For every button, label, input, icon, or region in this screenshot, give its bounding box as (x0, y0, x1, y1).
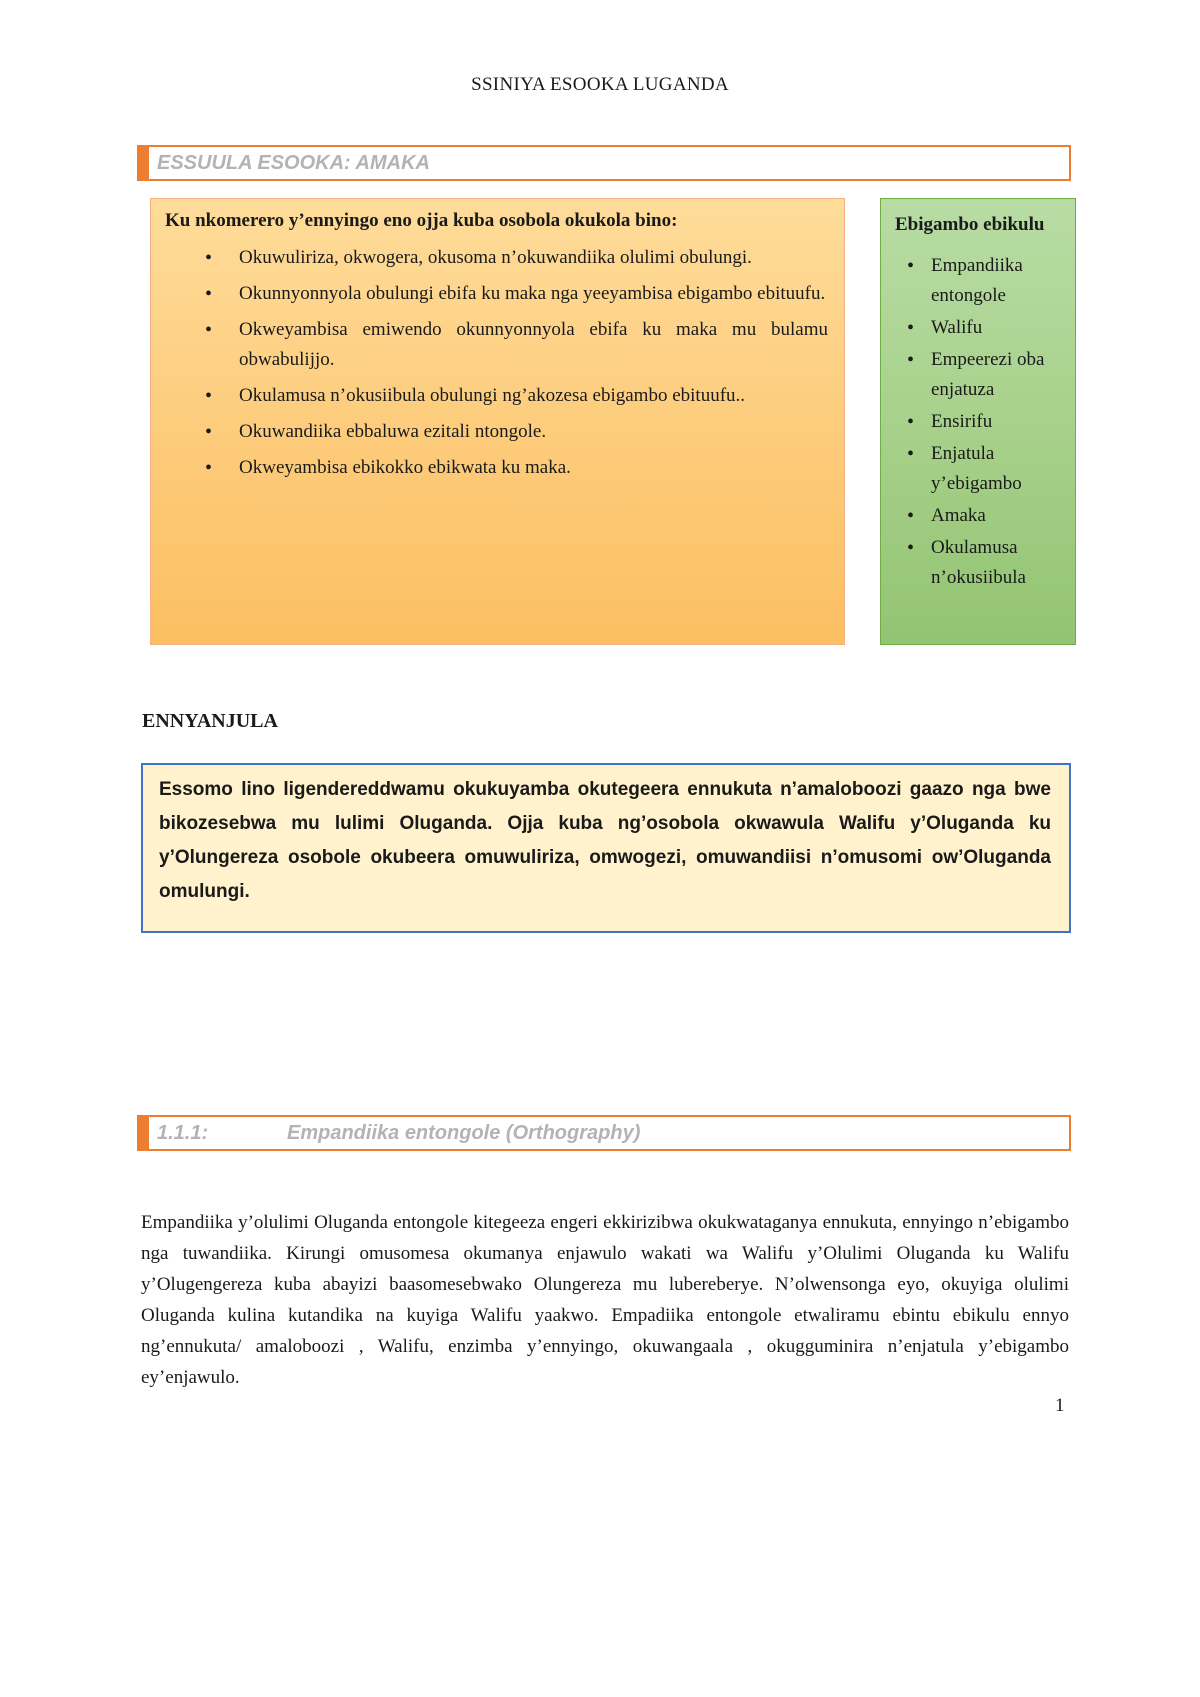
objective-item: • Okuwuliriza, okwogera, okusoma n’okuwandiika olulimi obulungi. (165, 243, 828, 273)
chapter-title-bar: ESSUULA ESOOKA: AMAKA (137, 145, 1071, 181)
keywords-box (880, 198, 1076, 645)
objectives-list (165, 243, 828, 483)
keyword-item: • Empeerezi oba enjatuza (895, 345, 1065, 405)
keywords-list (895, 251, 1065, 593)
page-header: SSINIYA ESOOKA LUGANDA (471, 74, 729, 95)
objective-item: • Okweyambisa emiwendo okunnyonnyola ebifa ku maka mu bulamu obwabulijjo. (165, 315, 828, 375)
subsection-title-bar (137, 1115, 1071, 1151)
keyword-item: • Enjatula y’ebigambo (895, 439, 1065, 499)
objective-item: • Okweyambisa ebikokko ebikwata ku maka. (165, 453, 828, 483)
keyword-item: • Ensirifu (895, 407, 1065, 437)
keywords-title: Ebigambo ebikulu (895, 214, 1045, 235)
objective-item: • Okunnyonnyola obulungi ebifa ku maka nga yeeyambisa ebigambo ebituufu. (165, 279, 828, 309)
subsection-number: 1.1.1: (157, 1122, 209, 1144)
introduction-box: Essomo lino ligendereddwamu okukuyamba okutegeera ennukuta n’amaloboozi gaazo nga bwe bikozesebwa mu lulimi Oluganda. Ojja kuba ng’osobola okwawula Walifu y’Oluganda ku y’Olungereza osobole okubeera omuwuliriza, omwogezi, omuwandiisi n’omusomi ow’Oluganda omulungi. (141, 763, 1071, 933)
page-number: 1 (1055, 1395, 1065, 1416)
objectives-box (150, 198, 845, 645)
objectives-intro: Ku nkomerero y’ennyingo eno ojja kuba osobola okukola bino: (165, 210, 678, 231)
objective-item: • Okulamusa n’okusiibula obulungi ng’akozesa ebigambo ebituufu.. (165, 381, 828, 411)
body-paragraph: Empandiika y’olulimi Oluganda entongole kitegeeza engeri ekkirizibwa okukwataganya ennukuta, ennyingo n’ebigambo nga tuwandiika. Kirungi omusomesa okumanya enjawulo wakati wa Walifu y’Olulimi Oluganda ku Walifu y’Olugengereza kuba abayizi baasomesebwako Olungereza mu lubereberye. N’olwensonga eyo, okuyiga olulimi Oluganda kulina kutandika na kuyiga Walifu yaakwo. Empadiika entongole etwaliramu ebintu ebikulu ennyo ng’ennukuta/ amaloboozi , Walifu, enzimba y’ennyingo, okuwangaala , okugguminira n’enjatula y’ebigambo ey’enjawulo. (141, 1212, 1069, 1388)
keyword-item: • Walifu (895, 313, 1065, 343)
objective-item: • Okuwandiika ebbaluwa ezitali ntongole. (165, 417, 828, 447)
keyword-item: • Okulamusa n’okusiibula (895, 533, 1065, 593)
introduction-heading: ENNYANJULA (142, 710, 278, 732)
keyword-item: • Empandiika entongole (895, 251, 1065, 311)
keyword-item: • Amaka (895, 501, 1065, 531)
subsection-title: Empandiika entongole (Orthography) (287, 1122, 641, 1144)
